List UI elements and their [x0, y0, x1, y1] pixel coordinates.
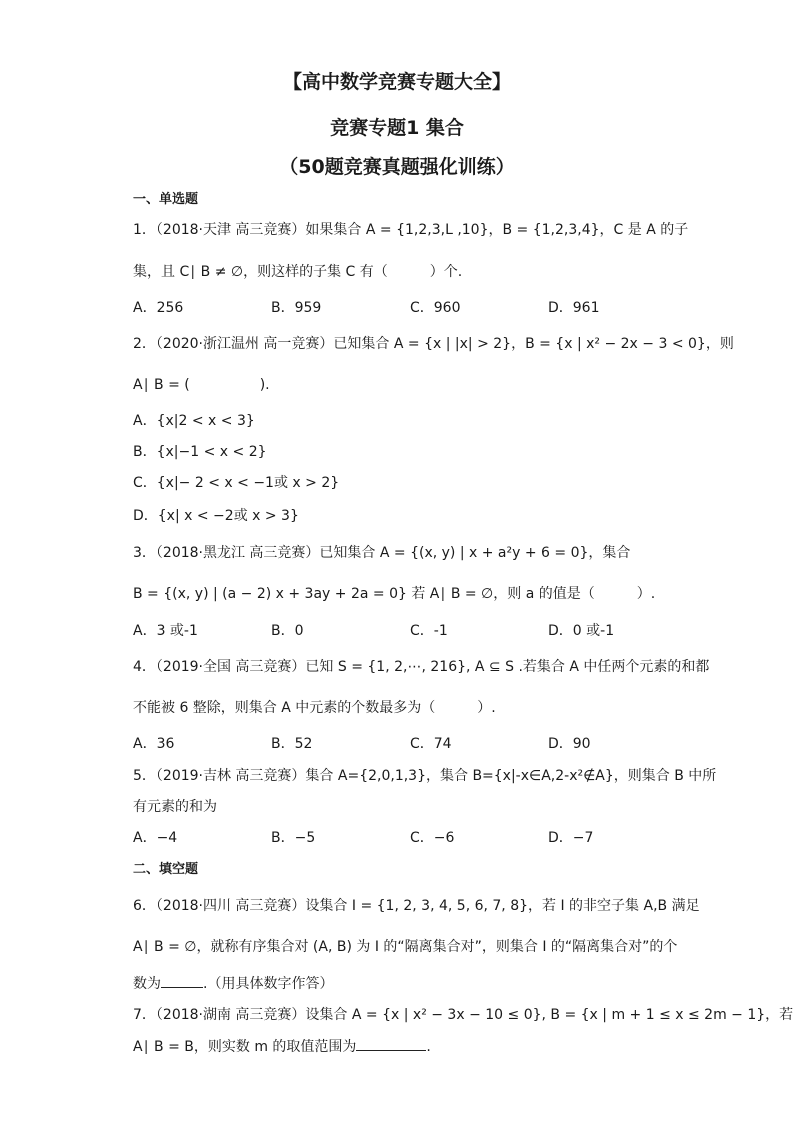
- question-6-line-3-tail: .（用具体数字作答）: [203, 976, 334, 992]
- question-6-line-3: [133, 973, 333, 993]
- title-topic: 竞赛专题1 集合: [330, 117, 464, 139]
- title-subtitle: （50题竞赛真题强化训练）: [279, 156, 515, 178]
- question-2-line-1: 2．（2020·浙江温州 高一竞赛）已知集合 A = {x | |x| > 2}，B = {x | x² − 2x − 3 < 0}，则: [133, 336, 734, 352]
- question-2-option-c: C．{x|− 2 < x < −1或 x > 2}: [133, 475, 340, 491]
- question-7-line-2: [133, 1036, 431, 1056]
- title-main: 【高中数学竞赛专题大全】: [282, 71, 511, 93]
- question-6-line-2: A∣ B = ∅，就称有序集合对 (A, B) 为 I 的“隔离集合对”，则集合 I 的“隔离集合对”的个: [133, 939, 678, 955]
- question-2-line-2: A∣ B = ( ).: [133, 377, 270, 393]
- question-7-line-2-tail: .: [426, 1039, 431, 1055]
- question-4-option-c: C．74: [410, 736, 452, 752]
- question-5-option-c: C．−6: [410, 830, 455, 846]
- question-3-option-b: B．0: [271, 623, 304, 639]
- question-5-line-1: 5．（2019·吉林 高三竞赛）集合 A={2,0,1,3}，集合 B={x|-x∈A,2-x²∉A}，则集合 B 中所: [133, 768, 717, 784]
- question-5-line-2: 有元素的和为: [133, 799, 217, 815]
- question-1-option-d: D．961: [548, 300, 600, 316]
- question-2-option-d: D．{x| x < −2或 x > 3}: [133, 508, 299, 524]
- question-7-line-1: 7．（2018·湖南 高三竞赛）设集合 A = {x | x² − 3x − 10 ≤ 0}, B = {x | m + 1 ≤ x ≤ 2m − 1}，若: [133, 1007, 794, 1023]
- question-5-option-d: D．−7: [548, 830, 594, 846]
- question-1-option-c: C．960: [410, 300, 461, 316]
- question-5-option-a: A．−4: [133, 830, 178, 846]
- question-4-option-b: B．52: [271, 736, 313, 752]
- question-1-option-a: A．256: [133, 300, 184, 316]
- question-3-line-2: B = {(x, y) | (a − 2) x + 3ay + 2a = 0} 若 A∣ B = ∅，则 a 的值是（ ）.: [133, 586, 656, 602]
- question-3-option-d: D．0 或-1: [548, 623, 615, 639]
- question-7-line-2-text: A∣ B = B，则实数 m 的取值范围为: [133, 1039, 357, 1055]
- question-1-line-2: 集，且 C∣ B ≠ ∅，则这样的子集 C 有（ ）个.: [133, 264, 463, 280]
- question-3-line-1: 3．（2018·黑龙江 高三竞赛）已知集合 A = {(x, y) | x + a²y + 6 = 0}，集合: [133, 545, 631, 561]
- section-fill-blank: 二、填空题: [133, 862, 199, 877]
- question-4-line-1: 4．（2019·全国 高三竞赛）已知 S = {1, 2,⋯, 216}, A ⊆ S .若集合 A 中任两个元素的和都: [133, 659, 710, 675]
- question-3-option-a: A．3 或-1: [133, 623, 198, 639]
- question-1-option-b: B．959: [271, 300, 322, 316]
- question-2-option-b: B．{x|−1 < x < 2}: [133, 444, 267, 460]
- question-1-line-1: 1．（2018·天津 高三竞赛）如果集合 A = {1,2,3,L ,10}，B = {1,2,3,4}，C 是 A 的子: [133, 222, 689, 238]
- question-6-line-1: 6．（2018·四川 高三竞赛）设集合 I = {1, 2, 3, 4, 5, 6, 7, 8}，若 I 的非空子集 A,B 满足: [133, 898, 700, 914]
- question-5-option-b: B．−5: [271, 830, 316, 846]
- question-4-option-d: D．90: [548, 736, 591, 752]
- question-6-line-3-text: 数为: [133, 976, 161, 992]
- answer-blank-7[interactable]: [356, 1038, 426, 1051]
- answer-blank-6[interactable]: [161, 975, 203, 988]
- question-4-line-2: 不能被 6 整除，则集合 A 中元素的个数最多为（ ）.: [133, 700, 496, 716]
- question-2-option-a: A．{x|2 < x < 3}: [133, 413, 255, 429]
- question-3-option-c: C．-1: [410, 623, 448, 639]
- question-4-option-a: A．36: [133, 736, 175, 752]
- section-single-choice: 一、单选题: [133, 192, 199, 207]
